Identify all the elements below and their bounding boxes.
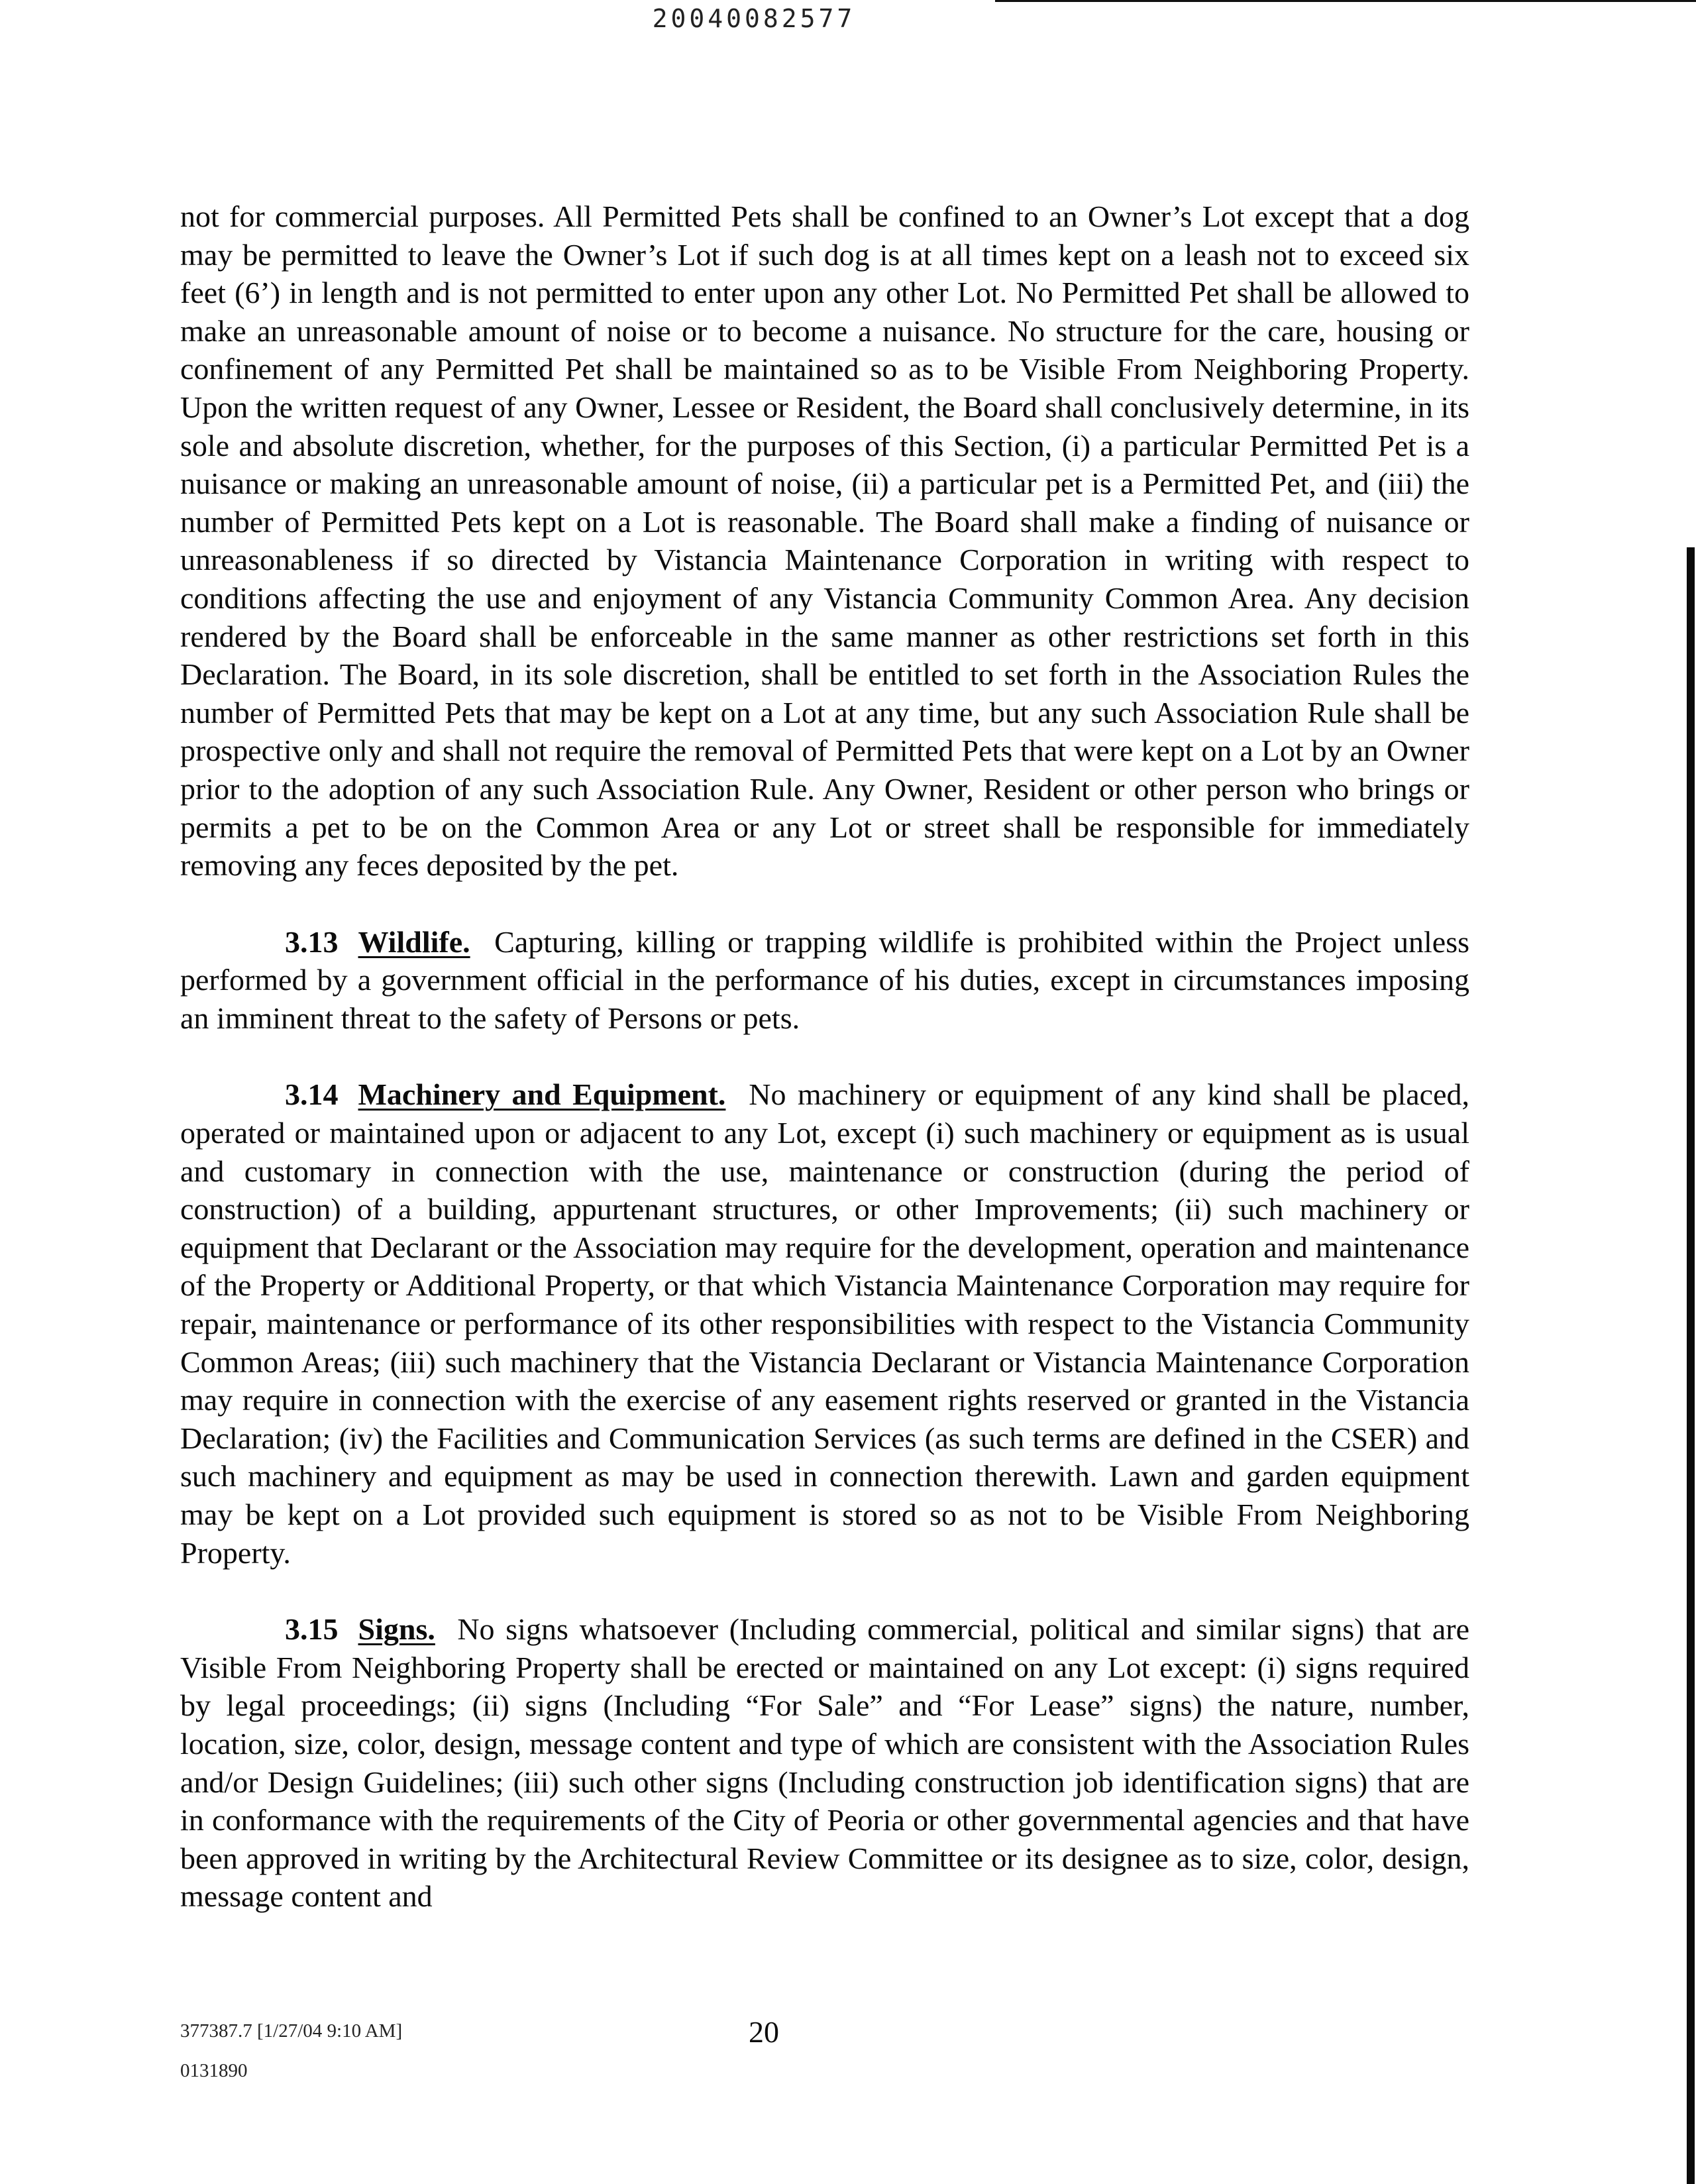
top-rule	[995, 0, 1696, 2]
section-number: 3.15	[285, 1612, 339, 1647]
section-3-13	[180, 923, 1469, 1038]
footer-reference	[180, 2014, 402, 2087]
section-3-15	[180, 1610, 1469, 1916]
section-3-14	[180, 1075, 1469, 1572]
footer-doc-ref: 377387.7 [1/27/04 9:10 AM]	[180, 2020, 403, 2042]
section-title: Machinery and Equipment.	[358, 1077, 726, 1112]
footer-client-code: 0131890	[180, 2060, 248, 2081]
document-body	[180, 197, 1469, 1916]
section-title: Wildlife.	[358, 924, 470, 959]
continuation-paragraph: not for commercial purposes. All Permitted Pets shall be confined to an Owner’s Lot except that a dog may be permitted to leave the Owner’s Lot if such dog is at all times kept on a leash not to exceed six feet (6’) in length and is not permitted to enter upon any other Lot. No Permitted Pet shall be allowed to make an unreasonable amount of noise or to become a nuisance. No structure for the care, housing or confinement of any Permitted Pet shall be maintained so as to be Visible From Neighboring Property. Upon the written request of any Owner, Lessee or Resident, the Board shall conclusively determine, in its sole and absolute discretion, whether, for the purposes of this Section, (i) a particular Permitted Pet is a nuisance or making an unreasonable amount of noise, (ii) a particular pet is a Permitted Pet, and (iii) the number of Permitted Pets kept on a Lot is reasonable. The Board shall make a finding of nuisance or unreasonableness if so directed by Vistancia Maintenance Corporation in writing with respect to conditions affecting the use and enjoyment of any Vistancia Community Common Area. Any decision rendered by the Board shall be enforceable in the same manner as other restrictions set forth in this Declaration. The Board, in its sole discretion, shall be entitled to set forth in the Association Rules the number of Permitted Pets that may be kept on a Lot at any time, but any such Association Rule shall be prospective only and shall not require the removal of Permitted Pets that were kept on a Lot by an Owner prior to the adoption of any such Association Rule. Any Owner, Resident or other person who brings or permits a pet to be on the Common Area or any Lot or street shall be responsible for immediately removing any feces deposited by the pet.	[180, 199, 1469, 883]
section-text: No signs whatsoever (Including commercial, political and similar signs) that are Visible From Neighboring Property shall be erected or maintained on any Lot except: (i) signs required by legal proceedings; (ii) signs (Including “For Sale” and “For Lease” signs) the nature, number, location, size, color, design, message content and type of which are consistent with the Association Rules and/or Design Guidelines; (iii) such other signs (Including construction job identification signs) that are in conformance with the requirements of the City of Peoria or other governmental agencies and that have been approved in writing by the Architectural Review Committee or its designee as to size, color, design, message content and	[180, 1612, 1470, 1914]
page-number: 20	[749, 2015, 779, 2049]
section-number: 3.14	[285, 1077, 339, 1112]
scan-edge-bar	[1687, 547, 1695, 2184]
section-text: Capturing, killing or trapping wildlife is prohibited within the Project unless performed by a government official in the performance of his duties, except in circumstances imposing an imminent threat to the safety of Persons or pets.	[180, 924, 1469, 1035]
section-text: No machinery or equipment of any kind shall be placed, operated or maintained upon or adjacent to any Lot, except (i) such machinery or equipment as is usual and customary in connection with the use, maintenance or construction (during the period of construction) of a building, appurtenant structures, or other Improvements; (ii) such machinery or equipment that Declarant or the Association may require for the development, operation and maintenance of the Property or Additional Property, or that which Vistancia Maintenance Corporation may require for repair, maintenance or performance of its other responsibilities with respect to the Vistancia Community Common Areas; (iii) such machinery that the Vistancia Declarant or Vistancia Maintenance Corporation may require in connection with the exercise of any easement rights reserved or granted in the Vistancia Declaration; (iv) the Facilities and Communication Services (as such terms are defined in the CSER) and such machinery and equipment as may be used in connection therewith. Lawn and garden equipment may be kept on a Lot provided such equipment is stored so as not to be Visible From Neighboring Property.	[180, 1077, 1470, 1570]
section-number: 3.13	[285, 924, 339, 959]
section-title: Signs.	[358, 1612, 435, 1647]
document-number: 20040082577	[652, 4, 856, 33]
